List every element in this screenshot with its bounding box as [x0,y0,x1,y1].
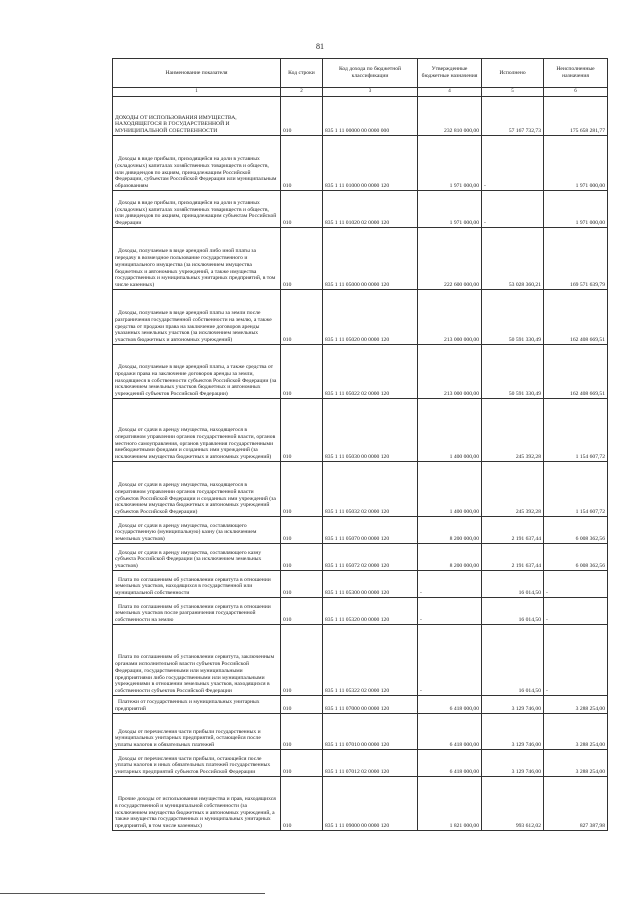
row-name: Плата по соглашениям об установлении сервитута, заключенным органами исполнительной власти субъектов Российской Федерации, государственными или муниципальными предприятиями либо государственными или муниципальными учреждениями в отношении земельных участков, находящихся в собственности субъектов Российской Федерации [113,625,281,696]
row-code: 010 [281,345,323,399]
row-approved: 1 400 000,00 [418,399,482,462]
header-budget-code: Код дохода по бюджетной классификации [323,59,418,88]
row-budget-code: 835 1 11 09000 00 0000 120 [323,777,418,831]
row-approved: 213 000 000,00 [418,290,482,345]
row-budget-code: 835 1 11 07012 02 0000 120 [323,750,418,777]
row-executed: 245 392,28 [482,462,544,517]
table-row [113,136,608,191]
column-number-row [113,88,608,97]
row-code: 010 [281,399,323,462]
row-unexecuted: 3 288 254,00 [544,750,608,777]
row-unexecuted: 1 971 000,00 [544,136,608,191]
column-number: 6 [544,88,608,97]
header-indicator-name: Наименование показателя [113,59,281,88]
row-code: 010 [281,696,323,714]
row-name: Доходы, получаемые в виде арендной платы за земли после разграничения государственной собственности на землю, а также средства от продажи права на заключение договоров аренды указанных земельных участков (за исключением земельных участков бюджетных и автономных учреждений) [113,290,281,345]
row-unexecuted: 6 008 362,56 [544,517,608,544]
row-executed: 3 129 746,00 [482,696,544,714]
header-line-code: Код строки [281,59,323,88]
row-name: Платежи от государственных и муниципальных унитарных предприятий [113,696,281,714]
table-row [113,290,608,345]
row-executed: - [482,136,544,191]
row-unexecuted: - [544,571,608,598]
table-row [113,544,608,571]
row-budget-code: 835 1 11 05070 00 0000 120 [323,517,418,544]
row-approved: 6 418 000,00 [418,750,482,777]
row-name: Доходы от сдачи в аренду имущества, составляющего казну субъекта Российской Федерации (за исключением земельных участков) [113,544,281,571]
row-executed: 3 129 746,00 [482,714,544,750]
footer-divider [0,893,265,894]
row-unexecuted: 1 154 607,72 [544,462,608,517]
table-row [113,345,608,399]
row-budget-code: 835 1 11 05030 00 0000 120 [323,399,418,462]
table-row [113,228,608,290]
row-unexecuted: 1 971 000,00 [544,191,608,228]
row-approved: - [418,571,482,598]
row-unexecuted: 827 387,98 [544,777,608,831]
row-budget-code: 835 1 11 01020 02 0000 120 [323,191,418,228]
page-number: 81 [316,42,324,51]
column-number: 2 [281,88,323,97]
row-name: Доходы в виде прибыли, приходящейся на доли в уставных (складочных) капиталах хозяйственных товариществ и обществ, или дивидендов по акциям, принадлежащим субъектам Российской Федерации [113,191,281,228]
row-approved: 8 200 000,00 [418,517,482,544]
row-budget-code: 835 1 11 05000 00 0000 120 [323,228,418,290]
row-code: 010 [281,625,323,696]
row-unexecuted: 3 288 254,00 [544,696,608,714]
column-number: 5 [482,88,544,97]
row-budget-code: 835 1 11 05300 00 0000 120 [323,571,418,598]
header-approved: Утвержденные бюджетные назначения [418,59,482,88]
row-budget-code: 835 1 11 05032 02 0000 120 [323,462,418,517]
row-code: 010 [281,598,323,625]
table-row [113,399,608,462]
row-code: 010 [281,462,323,517]
row-code: 010 [281,777,323,831]
row-code: 010 [281,517,323,544]
row-approved: 222 600 000,00 [418,228,482,290]
row-executed: 50 591 330,49 [482,345,544,399]
row-unexecuted: - [544,625,608,696]
row-executed: 16 014,50 [482,571,544,598]
row-code: 010 [281,290,323,345]
row-unexecuted: 162 408 669,51 [544,290,608,345]
row-name: Доходы от сдачи в аренду имущества, находящегося в оперативном управлении органов государственной власти, органов местного самоуправления, органов управления государственными внебюджетными фондами и созданных ими учреждений (за исключением имущества бюджетных и автономных учреждений) [113,399,281,462]
row-budget-code: 835 1 11 05322 02 0000 120 [323,625,418,696]
row-name: Плата по соглашениям об установлении сервитута в отношении земельных участков после разграничения государственной собственности на землю [113,598,281,625]
header-unexecuted: Неисполненные назначения [544,59,608,88]
row-name: Доходы от сдачи в аренду имущества, составляющего государственную (муниципальную) казну (за исключением земельных участков) [113,517,281,544]
row-budget-code: 835 1 11 01000 00 0000 120 [323,136,418,191]
row-name: Доходы от перечисления части прибыли, остающейся после уплаты налогов и иных обязательных платежей государственных унитарных предприятий субъектов Российской Федерации [113,750,281,777]
table-row [113,191,608,228]
row-approved: 1 971 000,00 [418,136,482,191]
row-budget-code: 835 1 11 00000 00 0000 000 [323,97,418,136]
row-unexecuted: 175 658 281,77 [544,97,608,136]
row-executed: 16 014,50 [482,625,544,696]
row-executed: 16 014,50 [482,598,544,625]
row-name: Доходы, получаемые в виде арендной либо иной платы за передачу в возмездное пользование государственного и муниципального имущества (за исключением имущества бюджетных и автономных учреждений, а также имущества государственных и муниципальных унитарных предприятий, в том числе казенных) [113,228,281,290]
row-approved: 1 400 000,00 [418,462,482,517]
table-row [113,750,608,777]
revenue-report-table [112,58,608,831]
row-approved: - [418,598,482,625]
row-executed: 50 591 330,49 [482,290,544,345]
row-budget-code: 835 1 11 07000 00 0000 120 [323,696,418,714]
column-number: 1 [113,88,281,97]
row-code: 010 [281,97,323,136]
row-budget-code: 835 1 11 05072 02 0000 120 [323,544,418,571]
row-approved: 232 810 000,00 [418,97,482,136]
row-code: 010 [281,750,323,777]
row-unexecuted: - [544,598,608,625]
row-executed: - [482,191,544,228]
row-approved: 6 418 000,00 [418,696,482,714]
row-approved: 6 418 000,00 [418,714,482,750]
row-name: Доходы от перечисления части прибыли государственных и муниципальных унитарных предприятий, остающейся после уплаты налогов и обязательных платежей [113,714,281,750]
row-unexecuted: 1 154 607,72 [544,399,608,462]
row-code: 010 [281,571,323,598]
table-row [113,517,608,544]
table-row [113,598,608,625]
row-approved: 1 821 000,00 [418,777,482,831]
row-executed: 3 129 746,00 [482,750,544,777]
column-number: 4 [418,88,482,97]
row-executed: 2 191 637,44 [482,517,544,544]
row-executed: 2 191 637,44 [482,544,544,571]
row-name: Доходы в виде прибыли, приходящейся на доли в уставных (складочных) капиталах хозяйственных товариществ и обществ, или дивидендов по акциям, принадлежащим Российской Федерации, субъектам Российской Федерации или муниципальным образованиям [113,136,281,191]
table-row [113,696,608,714]
row-unexecuted: 162 408 669,51 [544,345,608,399]
row-unexecuted: 6 008 362,56 [544,544,608,571]
row-approved: 8 200 000,00 [418,544,482,571]
row-budget-code: 835 1 11 07010 00 0000 120 [323,714,418,750]
row-code: 010 [281,544,323,571]
row-unexecuted: 169 571 639,79 [544,228,608,290]
row-executed: 53 028 360,21 [482,228,544,290]
row-executed: 245 392,28 [482,399,544,462]
table-row [113,777,608,831]
row-name: Прочие доходы от использования имущества и прав, находящихся в государственной и муниципальной собственности (за исключением имущества бюджетных и автономных учреждений, а также имущества государственных и муниципальных унитарных предприятий, в том числе казенных) [113,777,281,831]
table-row [113,462,608,517]
row-approved: 1 971 000,00 [418,191,482,228]
row-code: 010 [281,136,323,191]
row-budget-code: 835 1 11 05022 02 0000 120 [323,345,418,399]
row-name: Доходы, получаемые в виде арендной платы, а также средства от продажи права на заключение договоров аренды за земли, находящиеся в собственности субъектов Российской Федерации (за исключением земельных участков бюджетных и автономных учреждений субъектов Российской Федерации) [113,345,281,399]
table-header-row [113,59,608,88]
table-row [113,714,608,750]
row-unexecuted: 3 288 254,00 [544,714,608,750]
row-name: Доходы от сдачи в аренду имущества, находящегося в оперативном управлении органов государственной власти субъектов Российской Федерации и созданных ими учреждений (за исключением имущества бюджетных и автономных учреждений субъектов Российской Федерации) [113,462,281,517]
row-budget-code: 835 1 11 05020 00 0000 120 [323,290,418,345]
table-row [113,625,608,696]
row-approved: 213 000 000,00 [418,345,482,399]
row-executed: 57 167 732,73 [482,97,544,136]
row-executed: 993 612,02 [482,777,544,831]
row-code: 010 [281,191,323,228]
row-code: 010 [281,714,323,750]
row-name: Плата по соглашениям об установлении сервитута в отношении земельных участков, находящихся в государственной или муниципальной собственности [113,571,281,598]
row-approved: - [418,625,482,696]
table-row [113,571,608,598]
row-name: ДОХОДЫ ОТ ИСПОЛЬЗОВАНИЯ ИМУЩЕСТВА, НАХОДЯЩЕГОСЯ В ГОСУДАРСТВЕННОЙ И МУНИЦИПАЛЬНОЙ СОБСТВЕННОСТИ [113,97,281,136]
row-budget-code: 835 1 11 05320 00 0000 120 [323,598,418,625]
column-number: 3 [323,88,418,97]
row-code: 010 [281,228,323,290]
header-executed: Исполнено [482,59,544,88]
table-row [113,97,608,136]
